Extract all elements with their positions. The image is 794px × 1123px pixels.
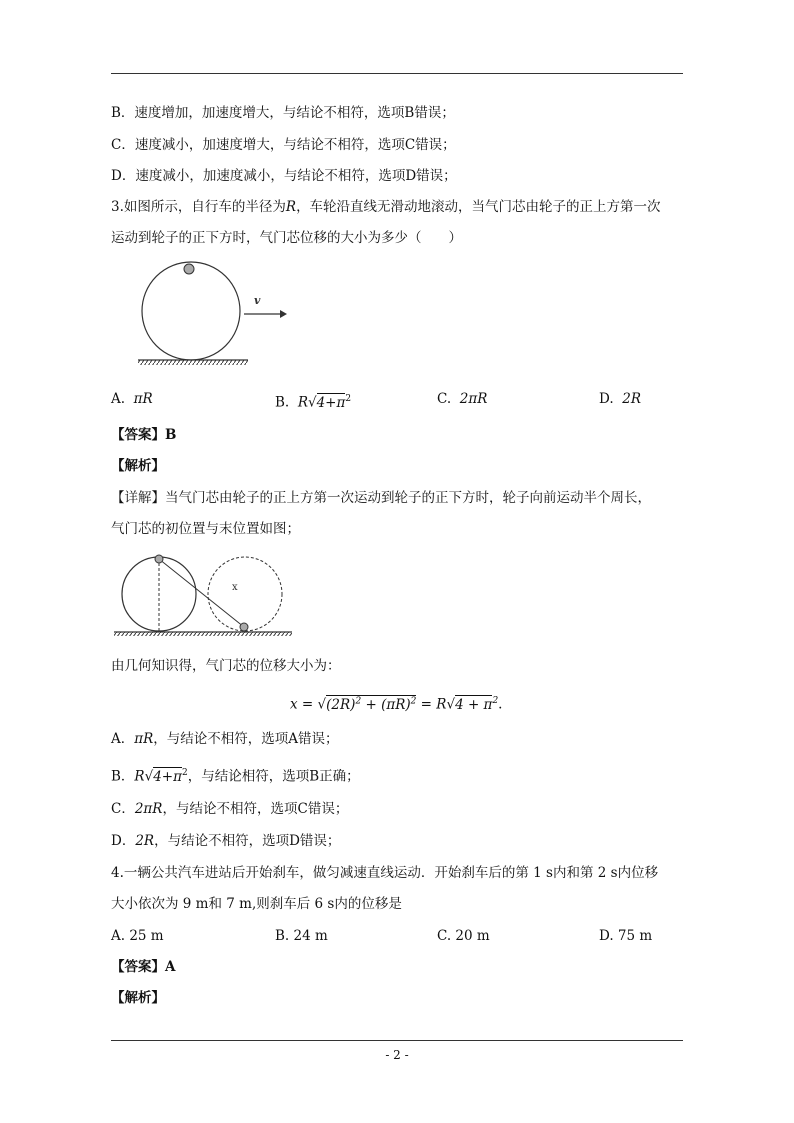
geometry-text: 由几何知识得，气门芯的位移大小为：: [111, 658, 341, 674]
displacement-formula: $x = √(2R)^2 + (\pi R)^2 = R√4 + \pi^2$.: [290, 696, 503, 713]
option-review-d-line: D．速度减小，加速度减小，与结论不相符，选项D错误；: [111, 168, 457, 184]
velocity-label: v: [254, 294, 261, 307]
review-b-line: B．$R√4+\pi^2$，与结论相符，选项B正确；: [111, 768, 360, 785]
q3-option-a[interactable]: A. πR: [111, 391, 153, 407]
question-3-line-1: [111, 198, 661, 216]
option-review-b-line: B．速度增加，加速度增大，与结论不相符，选项B错误；: [111, 105, 455, 121]
option-review-c-line: C．速度减小，加速度增大，与结论不相符，选项C错误；: [111, 137, 456, 153]
ground-hatch-2: [114, 632, 292, 636]
analysis-4-heading: 【解析】: [111, 990, 165, 1006]
answer-3: 【答案】B: [111, 427, 177, 443]
question-4-line-2: 大小依次为 9 m和 7 m,则刹车后 6 s内的位移是: [111, 896, 402, 912]
valve-initial: [155, 555, 163, 563]
footer-rule: [111, 1040, 683, 1041]
header-rule: [111, 73, 683, 74]
review-d-line: D．2R，与结论不相符，选项D错误；: [111, 833, 341, 849]
review-a-line: A．πR，与结论不相符，选项A错误；: [111, 731, 339, 747]
q4-option-b[interactable]: B. 24 m: [275, 928, 328, 944]
review-c-line: C．2πR，与结论不相符，选项C错误；: [111, 801, 349, 817]
valve-final: [240, 623, 248, 631]
analysis-3-heading: 【解析】: [111, 458, 165, 474]
detail-3-line-2: 气门芯的初位置与末位置如图；: [111, 521, 300, 537]
question-4-line-1: 4.一辆公共汽车进站后开始刹车，做匀减速直线运动．开始刹车后的第 1 s内和第 2 s内位移: [111, 865, 659, 881]
question-3-radius-symbol: R: [285, 199, 297, 215]
valve-displacement-figure: [112, 548, 297, 638]
q4-option-d[interactable]: D. 75 m: [599, 928, 653, 944]
q4-option-a[interactable]: A. 25 m: [111, 928, 164, 944]
question-3-line-2: 运动到轮子的正下方时，气门芯位移的大小为多少（ ）: [111, 230, 462, 246]
q3-option-c[interactable]: C. 2πR: [437, 391, 488, 407]
wheel-circle: [142, 262, 240, 360]
answer-4: 【答案】A: [111, 959, 176, 975]
q3-option-b[interactable]: B. $R√4+\pi^2$: [275, 394, 352, 411]
valve-core-top: [184, 264, 194, 274]
ground-hatch: [138, 360, 248, 365]
displacement-label: x: [232, 582, 238, 593]
question-3-text-a: 3.如图所示，自行车的半径为: [111, 199, 286, 215]
bicycle-wheel-figure: [130, 255, 300, 370]
q3-option-d[interactable]: D. 2R: [599, 391, 641, 407]
question-3-text-b: ，车轮沿直线无滑动地滚动，当气门芯由轮子的正上方第一次: [296, 199, 661, 215]
final-wheel: [208, 557, 282, 631]
detail-3-line-1: 【详解】当气门芯由轮子的正上方第一次运动到轮子的正下方时，轮子向前运动半个周长，: [111, 490, 651, 506]
displacement-line: [159, 559, 244, 627]
q4-option-c[interactable]: C. 20 m: [437, 928, 490, 944]
page-number: - 2 -: [385, 1048, 409, 1062]
